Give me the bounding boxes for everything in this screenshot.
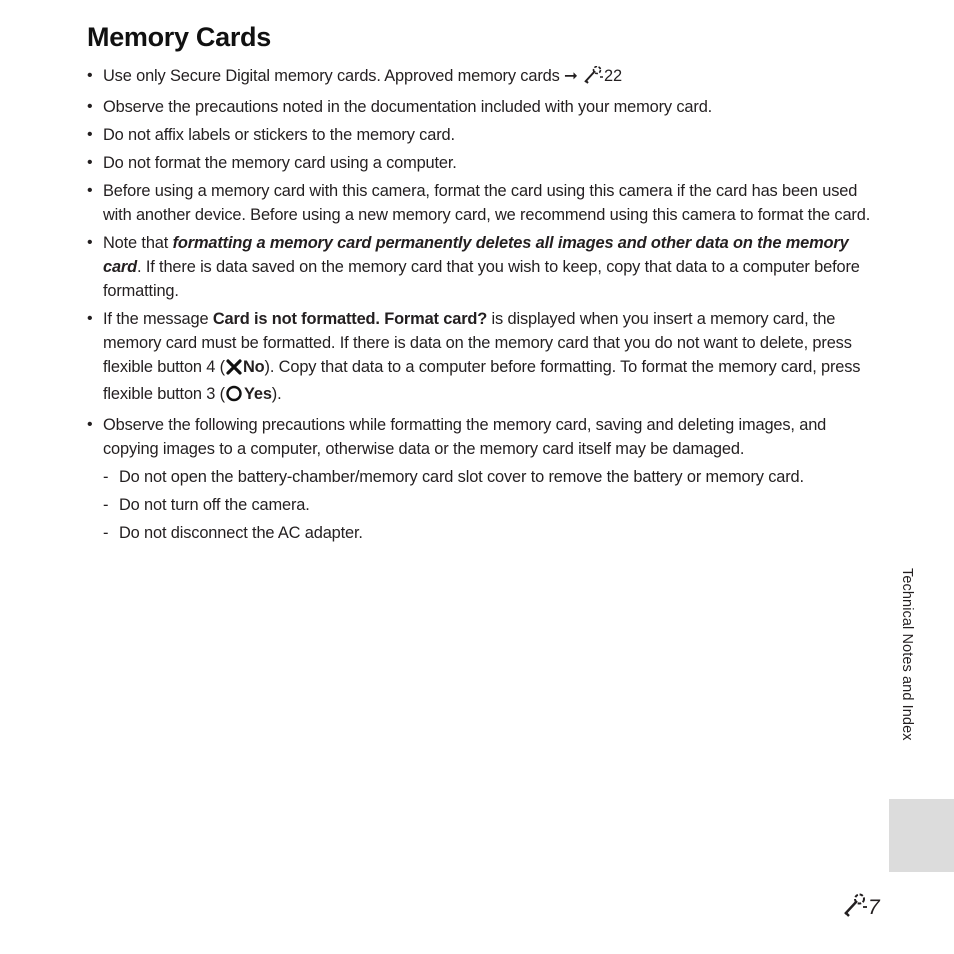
arrow-icon: ➞: [564, 67, 578, 85]
sub-list-item: - Do not turn off the camera.: [87, 493, 872, 517]
list-item: • Use only Secure Digital memory cards. Approved memory cards ➞ 22: [87, 64, 872, 91]
list-item: • Observe the precautions noted in the documentation included with your memory card.: [87, 95, 872, 119]
section-tab: [889, 799, 954, 872]
bullet-dot: •: [87, 98, 93, 115]
wrench-reference-icon: [582, 66, 604, 91]
bullet-dot: •: [87, 154, 93, 171]
bullet-dot: •: [87, 67, 93, 84]
sub-list-item: - Do not open the battery-chamber/memory card slot cover to remove the battery or memory card.: [87, 465, 872, 489]
sub-list-item: - Do not disconnect the AC adapter.: [87, 521, 872, 545]
bullet-dot: •: [87, 126, 93, 143]
message-text: Card is not formatted. Format card?: [212, 310, 488, 328]
dash-marker: -: [103, 496, 109, 514]
list-item: • Observe the following precautions while formatting the memory card, saving and deleting images, and copying images to a computer, otherwise data or the memory card itself may be damaged.: [87, 413, 872, 461]
dash-marker: -: [103, 524, 109, 542]
bullet-dot: •: [87, 234, 93, 251]
main-content: [87, 64, 872, 549]
list-item: • Do not format the memory card using a computer.: [87, 151, 872, 175]
list-item: • Note that formatting a memory card permanently deletes all images and other data on the memory card. If there is data saved on the memory card that you wish to keep, copy that data to a computer before formatting.: [87, 231, 872, 303]
list-item: • If the message Card is not formatted. Format card? is displayed when you insert a memory card, the memory card must be formatted. If there is data on the memory card that you do not want to delete, press flexible button 4 ( No). Copy that data to a computer before formatting. To format the memory card, press flexible button 3 ( Yes).: [87, 307, 872, 409]
no-label: No: [242, 358, 265, 376]
dash-marker: -: [103, 468, 109, 486]
circle-icon: [225, 385, 244, 409]
page-number: 7: [842, 893, 880, 923]
page-title: Memory Cards: [87, 22, 271, 52]
bullet-dot: •: [87, 310, 93, 327]
wrench-reference-icon: [842, 893, 868, 923]
reference-page: 22: [604, 67, 622, 85]
list-item: • Before using a memory card with this camera, format the card using this camera if the card has been used with another device. Before using a new memory card, we recommend using this camera to format the card.: [87, 179, 872, 227]
x-mark-icon: [225, 358, 243, 382]
warning-emphasis: formatting a memory card permanently deletes all images and other data on the memory card: [103, 234, 849, 276]
yes-label: Yes: [243, 385, 272, 403]
section-side-label: Technical Notes and Index: [899, 568, 915, 741]
bullet-dot: •: [87, 182, 93, 199]
bullet-dot: •: [87, 416, 93, 433]
list-item: • Do not affix labels or stickers to the memory card.: [87, 123, 872, 147]
